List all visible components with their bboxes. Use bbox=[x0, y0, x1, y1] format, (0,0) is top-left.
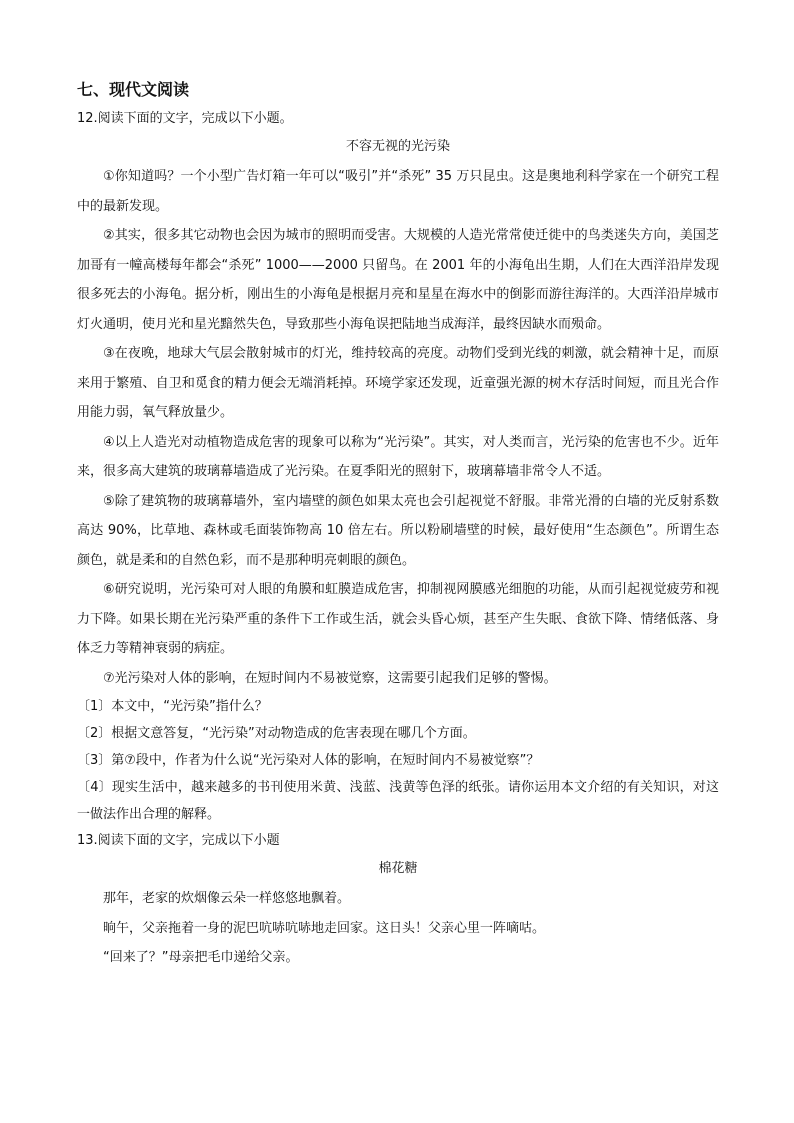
question-13-intro: 13.阅读下面的文字，完成以下小题 bbox=[77, 833, 280, 848]
article-title-cotton-candy: 棉花糖 bbox=[378, 861, 418, 876]
story-paragraph-2: 晌午，父亲拖着一身的泥巴吭哧吭哧地走回家。这日头！父亲心里一阵嘀咕。 bbox=[103, 920, 546, 936]
article-title-light-pollution: 不容无视的光污染 bbox=[345, 139, 450, 154]
paragraph-2: ②其实，很多其它动物也会因为城市的照明而受害。大规模的人造光常常使迁徙中的鸟类迷失方向，美国芝加哥有一幢高楼每年都会“杀死” 1000——2000 只留鸟。在 2001 年的小海龟出生期，人们在大西洋沿岸发现很多死去的小海龟。据分析，刚出生的小海龟是根据月亮和星星在海水中的倒影而游往海洋的。大西洋沿岸城市灯火通明，使月光和星光黯然失色，导致那些小海龟误把陆地当成海洋，最终因缺水而殒命。 bbox=[77, 228, 719, 332]
paragraph-5: ⑤除了建筑物的玻璃幕墙外，室内墙壁的颜色如果太亮也会引起视觉不舒服。非常光滑的白墙的光反射系数高达 90%，比草地、森林或毛面装饰物高 10 倍左右。所以粉刷墙壁的时候，最好使用“生态颜色”。所谓生态颜色，就是柔和的自然色彩，而不是那种明亮刺眼的颜色。 bbox=[77, 493, 719, 568]
paragraph-7: ⑦光污染对人体的影响，在短时间内不易被觉察，这需要引起我们足够的警惕。 bbox=[103, 670, 557, 686]
document-content bbox=[77, 78, 719, 973]
paragraph-3: ③在夜晚，地球大气层会散射城市的灯光，维持较高的亮度。动物们受到光线的刺激，就会精神十足，而原来用于繁殖、自卫和觅食的精力便会无端消耗掉。环境学家还发现，近童强光源的树木存活时间短，而且光合作用能力弱，氧气释放量少。 bbox=[77, 346, 719, 420]
story-paragraph-3: “回来了？”母亲把毛巾递给父亲。 bbox=[103, 950, 299, 965]
paragraph-6: ⑥研究说明，光污染可对人眼的角膜和虹膜造成危害，抑制视网膜感光细胞的功能，从而引起视觉疲劳和视力下降。如果长期在光污染严重的条件下工作或生活，就会头昏心烦，甚至产生失眠、食欲下降、情绪低落、身体乏力等精神衰弱的病症。 bbox=[77, 582, 719, 656]
sub-question-4: 〔4〕现实生活中，越来越多的书刊使用米黄、浅蓝、浅黄等色泽的纸张。请你运用本文介绍的有关知识，对这一做法作出合理的解释。 bbox=[77, 780, 719, 822]
paragraph-4: ④以上人造光对动植物造成危害的现象可以称为“光污染”。其实，对人类而言，光污染的危害也不少。近年来，很多高大建筑的玻璃幕墙造成了光污染。在夏季阳光的照射下，玻璃幕墙非常令人不适。 bbox=[77, 434, 719, 479]
section-title: 七、现代文阅读 bbox=[77, 80, 190, 99]
sub-question-1: 〔1〕本文中，“光污染”指什么？ bbox=[77, 699, 268, 714]
question-12-intro: 12.阅读下面的文字，完成以下小题。 bbox=[77, 111, 293, 126]
sub-question-2: 〔2〕根据文意答复，“光污染”对动物造成的危害表现在哪几个方面。 bbox=[77, 726, 476, 741]
story-paragraph-1: 那年，老家的炊烟像云朵一样悠悠地飘着。 bbox=[103, 891, 351, 906]
sub-question-3: 〔3〕第⑦段中，作者为什么说“光污染对人体的影响，在短时间内不易被觉察”？ bbox=[77, 753, 540, 768]
paragraph-1: ①你知道吗？一个小型广告灯箱一年可以“吸引”并“杀死” 35 万只昆虫。这是奥地利科学家在一个研究工程中的最新发现。 bbox=[77, 169, 719, 214]
